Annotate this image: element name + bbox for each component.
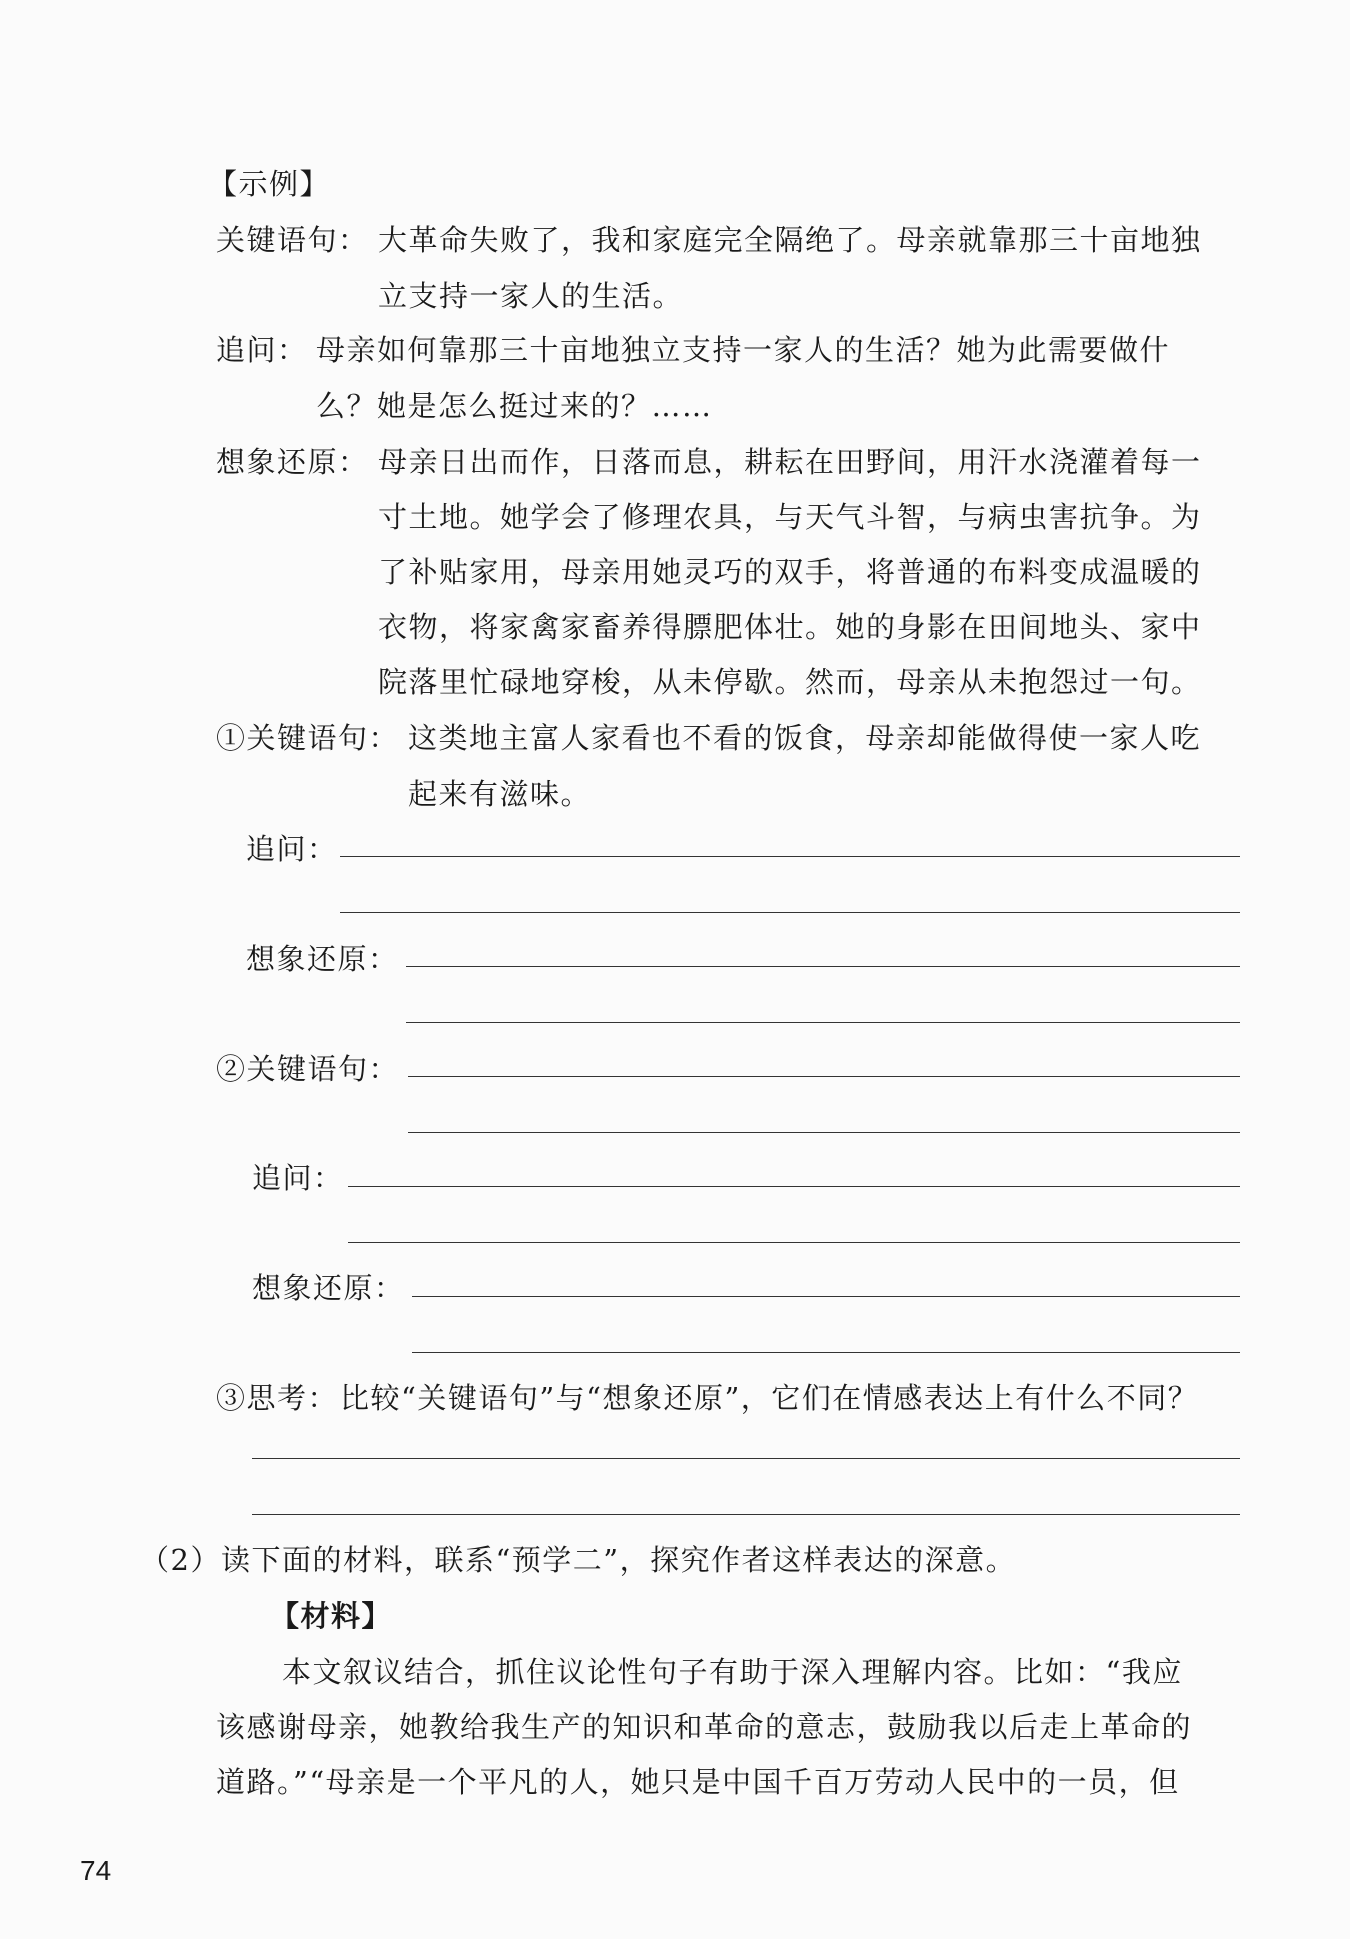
example-ask-label: 追问：	[216, 333, 308, 367]
example-imagine-line-3: 了补贴家用，母亲用她灵巧的双手，将普通的布料变成温暖的	[378, 555, 1202, 589]
item1-key-line-1: 这类地主富人家看也不看的饭食，母亲却能做得使一家人吃	[408, 721, 1202, 755]
material-line-3: 道路。”“母亲是一个平凡的人，她只是中国千百万劳动人民中的一员，但	[216, 1765, 1180, 1799]
example-imagine-line-4: 衣物，将家禽家畜养得膘肥体壮。她的身影在田间地头、家中	[378, 610, 1202, 644]
item3-label: ③思考：	[216, 1381, 339, 1415]
item1-imagine-answer-line-2[interactable]	[406, 1022, 1240, 1023]
example-imagine-line-2: 寸土地。她学会了修理农具，与天气斗智，与病虫害抗争。为	[378, 500, 1202, 534]
item2-imagine-answer-line-2[interactable]	[412, 1352, 1240, 1353]
item2-ask-label: 追问：	[252, 1161, 344, 1195]
item2-imagine-label: 想象还原：	[252, 1271, 405, 1305]
item1-ask-answer-line-2[interactable]	[340, 912, 1240, 913]
item1-key-line-2: 起来有滋味。	[408, 777, 592, 811]
example-key-label: 关键语句：	[216, 223, 369, 257]
example-imagine-line-1: 母亲日出而作，日落而息，耕耘在田野间，用汗水浇灌着每一	[378, 445, 1202, 479]
item1-ask-label: 追问：	[246, 832, 338, 866]
material-line-1: 本文叙议结合，抓住议论性句子有助于深入理解内容。比如：“我应	[282, 1655, 1183, 1689]
item1-imagine-label: 想象还原：	[246, 942, 399, 976]
item1-key-label: ①关键语句：	[216, 721, 400, 755]
example-key-line-2: 立支持一家人的生活。	[378, 279, 684, 313]
item2-ask-answer-line-1[interactable]	[348, 1186, 1240, 1187]
item2-key-answer-line-1[interactable]	[408, 1076, 1240, 1077]
item1-ask-answer-line-1[interactable]	[340, 856, 1240, 857]
example-ask-line-2: 么？她是怎么挺过来的？……	[316, 389, 713, 423]
page-number: 74	[80, 1855, 112, 1886]
part2-prompt: （2）读下面的材料，联系“预学二”，探究作者这样表达的深意。	[140, 1543, 1017, 1577]
item2-key-label: ②关键语句：	[216, 1052, 400, 1086]
item3-answer-line-1[interactable]	[252, 1458, 1240, 1459]
item2-imagine-answer-line-1[interactable]	[412, 1296, 1240, 1297]
item3-question: 比较“关键语句”与“想象还原”，它们在情感表达上有什么不同？	[340, 1381, 1199, 1415]
item3-answer-line-2[interactable]	[252, 1514, 1240, 1515]
example-key-line-1: 大革命失败了，我和家庭完全隔绝了。母亲就靠那三十亩地独	[378, 223, 1202, 257]
example-heading: 【示例】	[208, 167, 331, 201]
item2-key-answer-line-2[interactable]	[408, 1132, 1240, 1133]
example-imagine-label: 想象还原：	[216, 445, 369, 479]
material-heading: 【材料】	[270, 1599, 393, 1633]
example-ask-line-1: 母亲如何靠那三十亩地独立支持一家人的生活？她为此需要做什	[316, 333, 1171, 367]
item2-ask-answer-line-2[interactable]	[348, 1242, 1240, 1243]
example-imagine-line-5: 院落里忙碌地穿梭，从未停歇。然而，母亲从未抱怨过一句。	[378, 665, 1202, 699]
material-line-2: 该感谢母亲，她教给我生产的知识和革命的意志，鼓励我以后走上革命的	[216, 1710, 1193, 1744]
item1-imagine-answer-line-1[interactable]	[406, 966, 1240, 967]
